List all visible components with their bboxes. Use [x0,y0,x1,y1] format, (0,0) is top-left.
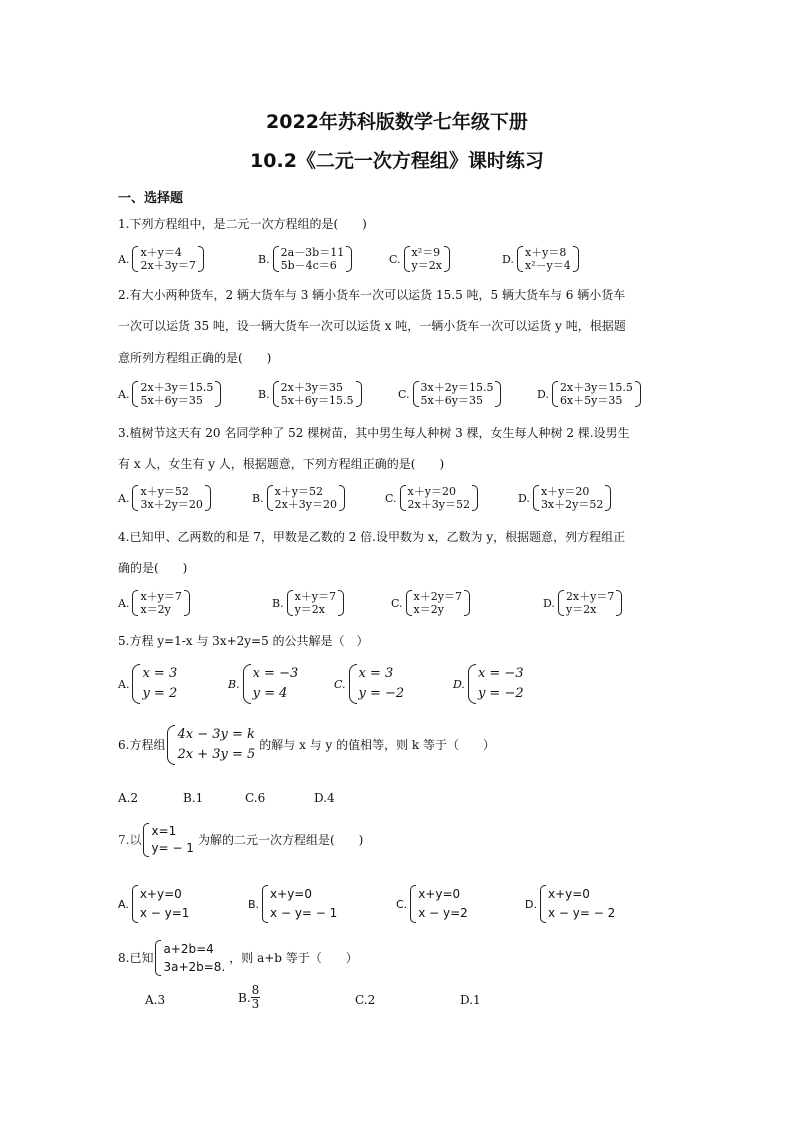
q2-option-b[interactable]: B. 2x＋3y＝35 5x＋6y＝15.5 [258,381,362,407]
q6-option-c[interactable]: C.6 [245,791,266,805]
question-5-text: 5.方程 y=1-x 与 3x+2y=5 的公共解是（ ） [118,634,369,648]
q4-option-a[interactable]: A. x＋y＝7 x＝2y [118,590,190,616]
q5-option-c[interactable]: C. x = 3 y = −2 [334,664,406,704]
equation-system: 2x＋3y＝15.5 6x＋5y＝35 [552,381,641,407]
q7-option-c[interactable]: C. x+y=0 x − y=2 [396,885,470,923]
equation-system: 2x＋3y＝35 5x＋6y＝15.5 [273,381,362,407]
equation-system: 4x − 3y = k 2x + 3y = 5 [167,725,257,765]
equation-system: x+y=0 x − y= − 1 [262,885,339,923]
equation-system: x = −3 y = −2 [468,664,526,704]
q6-option-d[interactable]: D.4 [314,791,335,805]
question-8-text: 8.已知 a+2b=4 3a+2b=8. ，则 a+b 等于（ ） [118,942,358,974]
equation-system: x+y=0 x − y=2 [410,885,470,923]
equation-system: x＋y＝4 2x＋3y＝7 [132,246,203,272]
q3-option-c[interactable]: C. x＋y＝20 2x＋3y＝52 [385,485,478,511]
q1-option-b[interactable]: B. 2a－3b＝11 5b－4c＝6 [258,246,352,272]
equation-system: x+y=0 x − y=1 [132,885,192,923]
q2-option-d[interactable]: D. 2x＋3y＝15.5 6x＋5y＝35 [537,381,641,407]
equation-system: x＋y＝20 3x＋2y＝52 [533,485,611,511]
question-2-line-3: 意所列方程组正确的是( ) [118,351,272,365]
equation-system: a+2b=4 3a+2b=8. [155,940,227,976]
question-3-line-2: 有 x 人，女生有 y 人，根据题意，下列方程组正确的是( ) [118,457,445,471]
question-6-text: 6.方程组 4x − 3y = k 2x + 3y = 5 的解与 x 与 y 的值相等，则 k 等于（ ） [118,725,495,765]
equation-system: x＋y＝52 3x＋2y＝20 [132,485,210,511]
equation-system: 3x＋2y＝15.5 5x＋6y＝35 [413,381,502,407]
question-3-line-1: 3.植树节这天有 20 名同学种了 52 棵树苗，其中男生每人种树 3 棵，女生每人种树 2 棵.设男生 [118,426,630,440]
equation-system: x＋y＝7 y＝2x [287,590,344,616]
q4-option-c[interactable]: C. x＋2y＝7 x＝2y [391,590,470,616]
q1-option-c[interactable]: C. x²＝9 y＝2x [389,246,450,272]
q1-option-d[interactable]: D. x＋y＝8 x²－y＝4 [502,246,579,272]
page-subtitle: 10.2《二元一次方程组》课时练习 [250,150,544,172]
q3-option-b[interactable]: B. x＋y＝52 2x＋3y＝20 [252,485,345,511]
equation-system: 2x＋y＝7 y＝2x [558,590,622,616]
question-4-line-2: 确的是( ) [118,561,188,575]
page-title: 2022年苏科版数学七年级下册 [266,111,528,133]
equation-system: x＋y＝52 2x＋3y＝20 [267,485,345,511]
q2-option-c[interactable]: C. 3x＋2y＝15.5 5x＋6y＝35 [398,381,501,407]
equation-system: x = 3 y = −2 [349,664,407,704]
equation-system: x＋y＝8 x²－y＝4 [517,246,579,272]
q8-option-a[interactable]: A.3 [145,993,166,1007]
q8-option-c[interactable]: C.2 [355,993,376,1007]
equation-system: x＋2y＝7 x＝2y [406,590,470,616]
q5-option-a[interactable]: A. x = 3 y = 2 [118,664,179,704]
equation-system: x+y=0 x − y= − 2 [540,885,617,923]
equation-system: x=1 y= − 1 [143,823,195,857]
question-7-text: 7.以 x=1 y= − 1 为解的二元一次方程组是( ) [118,824,364,855]
equation-system: x = 3 y = 2 [132,664,179,704]
equation-system: x = −3 y = 4 [243,664,301,704]
question-1-text: 1.下列方程组中，是二元一次方程组的是( ) [118,217,367,231]
q3-option-d[interactable]: D. x＋y＝20 3x＋2y＝52 [518,485,611,511]
q7-option-d[interactable]: D. x+y=0 x − y= − 2 [525,885,617,923]
q7-option-b[interactable]: B. x+y=0 x − y= − 1 [248,885,339,923]
q8-option-d[interactable]: D.1 [460,993,481,1007]
question-4-line-1: 4.已知甲、乙两数的和是 7，甲数是乙数的 2 倍.设甲数为 x，乙数为 y，根据题意，列方程组正 [118,530,626,544]
question-2-line-2: 一次可以运货 35 吨，设一辆大货车一次可以运货 x 吨，一辆小货车一次可以运货 y 吨，根据题 [118,319,626,333]
q3-option-a[interactable]: A. x＋y＝52 3x＋2y＝20 [118,485,211,511]
q6-option-a[interactable]: A.2 [118,791,139,805]
question-2-line-1: 2.有大小两种货车，2 辆大货车与 3 辆小货车一次可以运货 15.5 吨，5 辆大货车与 6 辆小货车 [118,288,626,302]
q1-option-a[interactable]: A. x＋y＝4 2x＋3y＝7 [118,246,204,272]
equation-system: x＋y＝20 2x＋3y＝52 [400,485,478,511]
q4-option-d[interactable]: D. 2x＋y＝7 y＝2x [543,590,622,616]
q4-option-b[interactable]: B. x＋y＝7 y＝2x [272,590,344,616]
section-heading: 一、选择题 [118,191,184,206]
q5-option-b[interactable]: B. x = −3 y = 4 [228,664,300,704]
fraction: $\frac{8}{3}$ [251,983,260,1011]
equation-system: x²＝9 y＝2x [404,246,450,272]
q7-option-a[interactable]: A. x+y=0 x − y=1 [118,885,191,923]
equation-system: x＋y＝7 x＝2y [132,590,189,616]
equation-system: 2x＋3y＝15.5 5x＋6y＝35 [132,381,221,407]
q2-option-a[interactable]: A. 2x＋3y＝15.5 5x＋6y＝35 [118,381,221,407]
q5-option-d[interactable]: D. x = −3 y = −2 [453,664,526,704]
equation-system: 2a－3b＝11 5b－4c＝6 [273,246,353,272]
q8-option-b[interactable]: B. $\frac{8}{3}$ [238,983,260,1011]
q6-option-b[interactable]: B.1 [183,791,204,805]
